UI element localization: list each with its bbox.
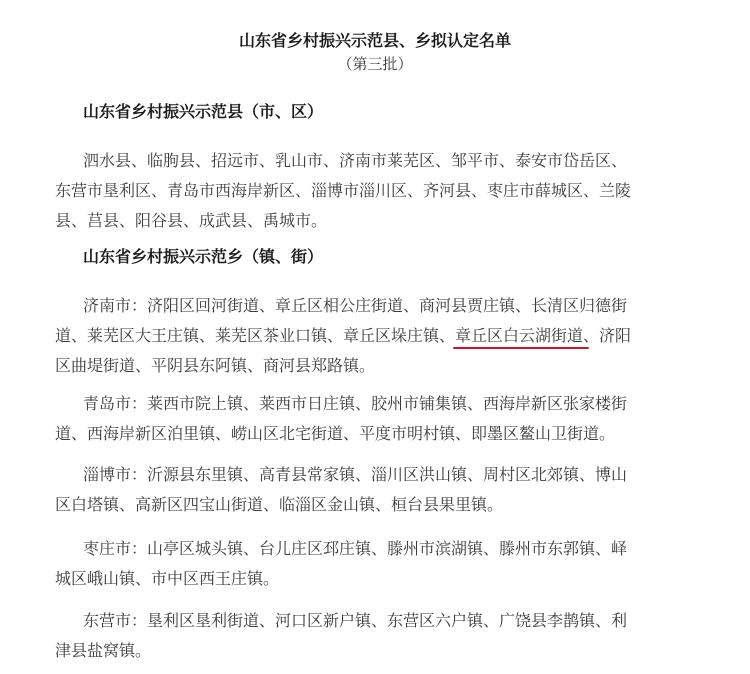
paragraph-line: 济南市：济阳区回河街道、章丘区相公庄街道、商河县贾庄镇、长清区归德街 (83, 296, 628, 315)
paragraph-dongying (55, 606, 695, 666)
highlighted-town-name: 章丘区白云湖街道 (455, 321, 583, 351)
paragraph-line: 道、西海岸新区泊里镇、崂山区北宅街道、平度市明村镇、即墨区鳌山卫街道。 (55, 424, 616, 443)
text-segment: 道、莱芜区大王庄镇、莱芜区茶业口镇、章丘区垛庄镇、 (55, 326, 456, 345)
paragraph-jinan (55, 291, 695, 381)
paragraph-line: 县、莒县、阳谷县、成武县、禹城市。 (55, 211, 328, 230)
paragraph-line: 东营市垦利区、青岛市西海岸新区、淄博市淄川区、齐河县、枣庄市薛城区、兰陵 (55, 181, 632, 200)
text-segment: 、济阳 (583, 326, 632, 345)
paragraph-line: 津县盐窝镇。 (55, 641, 152, 660)
paragraph-line: 枣庄市：山亭区城头镇、台儿庄区邳庄镇、滕州市滨湖镇、滕州市东郭镇、峄 (83, 539, 628, 558)
paragraph-line: 东营市：垦利区垦利街道、河口区新户镇、东营区六户镇、广饶县李鹊镇、利 (83, 611, 628, 630)
document-subtitle: （第三批） (337, 55, 413, 73)
paragraph-line: 城区峨山镇、市中区西王庄镇。 (55, 569, 280, 588)
section-heading-counties: 山东省乡村振兴示范县（市、区） (83, 102, 324, 121)
paragraph-line: 泗水县、临朐县、招远市、乳山市、济南市莱芜区、邹平市、泰安市岱岳区、 (83, 151, 628, 170)
paragraph-line: 区白塔镇、高新区四宝山街道、临淄区金山镇、桓台县果里镇。 (55, 495, 504, 514)
document-title: 山东省乡村振兴示范县、乡拟认定名单 (238, 31, 511, 50)
paragraph-zibo (55, 460, 695, 520)
paragraph-counties (55, 146, 695, 236)
paragraph-zaozhuang (55, 534, 695, 594)
paragraph-qingdao (55, 389, 695, 449)
paragraph-line: 区曲堤街道、平阴县东阿镇、商河县郑路镇。 (55, 356, 376, 375)
paragraph-line (55, 321, 695, 351)
paragraph-line: 淄博市：沂源县东里镇、高青县常家镇、淄川区洪山镇、周村区北郊镇、博山 (83, 465, 628, 484)
section-heading-towns: 山东省乡村振兴示范乡（镇、街） (83, 247, 324, 266)
paragraph-line: 青岛市：莱西市院上镇、莱西市日庄镇、胶州市铺集镇、西海岸新区张家楼街 (83, 394, 628, 413)
